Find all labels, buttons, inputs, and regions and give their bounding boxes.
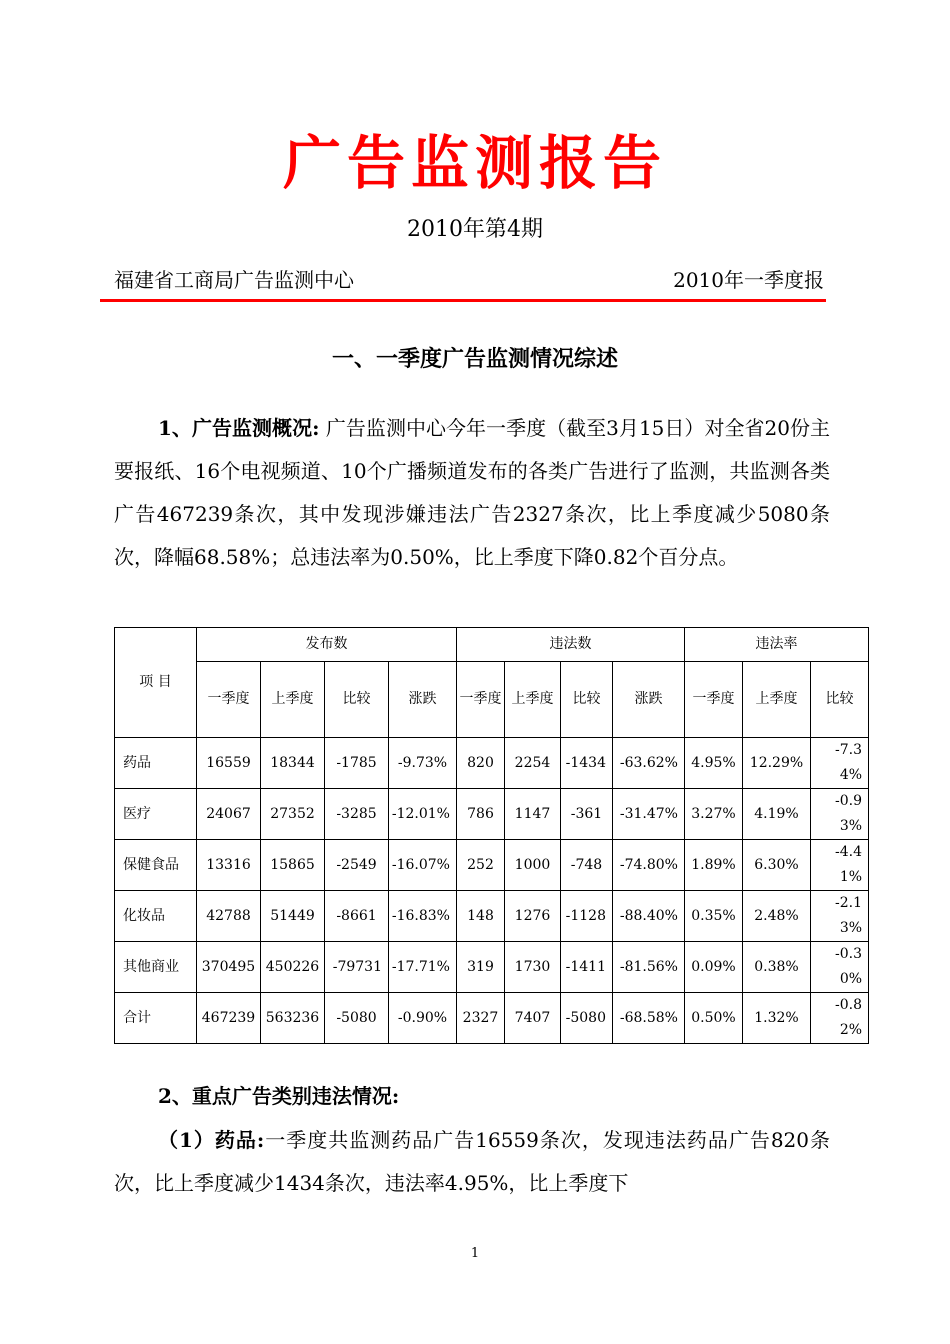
table-cell: -2549 — [325, 840, 389, 891]
subheader: 上季度 — [261, 662, 325, 738]
row-name: 化妆品 — [115, 891, 197, 942]
table-row — [115, 738, 869, 789]
table-row — [115, 942, 869, 993]
table-cell: -3285 — [325, 789, 389, 840]
subheader: 涨跌 — [389, 662, 457, 738]
organization-name: 福建省工商局广告监测中心 — [114, 268, 354, 292]
table-cell: 1.32% — [743, 993, 811, 1044]
table-header-row — [115, 628, 869, 662]
table-cell: 319 — [457, 942, 505, 993]
table-cell: 2327 — [457, 993, 505, 1044]
table-cell: 1276 — [505, 891, 561, 942]
table-cell: 820 — [457, 738, 505, 789]
table-row — [115, 891, 869, 942]
subsection-heading: 2、重点广告类别违法情况: — [158, 1084, 400, 1108]
table-cell: -0.93% — [811, 789, 869, 840]
section-heading: 一、一季度广告监测情况综述 — [331, 346, 618, 372]
table-cell: 18344 — [261, 738, 325, 789]
table-row — [115, 840, 869, 891]
row-name: 药品 — [115, 738, 197, 789]
table-cell: 42788 — [197, 891, 261, 942]
report-header — [114, 264, 824, 296]
table-cell: 1000 — [505, 840, 561, 891]
table-cell: -9.73% — [389, 738, 457, 789]
table-cell: 450226 — [261, 942, 325, 993]
table-cell: -748 — [561, 840, 613, 891]
table-cell: 12.29% — [743, 738, 811, 789]
report-title: 广告监测报告 — [282, 129, 667, 197]
overview-text: 广告监测中心今年一季度（截至3月15日）对全省20份主要报纸、16个电视频道、10个广播频道发布的各类广告进行了监测，共监测各类广告467239条次，其中发现涉嫌违法广告2327条次，比上季度减少5080条次，降幅68.58%；总违法率为0.50%，比上季度下降0.82个百分点。 — [114, 416, 831, 569]
table-cell: 51449 — [261, 891, 325, 942]
table-cell: 786 — [457, 789, 505, 840]
table-cell: -1785 — [325, 738, 389, 789]
table-cell: 4.95% — [685, 738, 743, 789]
table-cell: -1128 — [561, 891, 613, 942]
table-cell: 13316 — [197, 840, 261, 891]
table-cell: 2.48% — [743, 891, 811, 942]
table-cell: 2254 — [505, 738, 561, 789]
table-cell: 0.38% — [743, 942, 811, 993]
table-cell: -8661 — [325, 891, 389, 942]
table-cell: -1434 — [561, 738, 613, 789]
table-cell: 27352 — [261, 789, 325, 840]
subheader: 比较 — [561, 662, 613, 738]
table-cell: 1147 — [505, 789, 561, 840]
table-cell: -31.47% — [613, 789, 685, 840]
drug-lead: （1）药品: — [158, 1128, 265, 1152]
table-cell: 467239 — [197, 993, 261, 1044]
report-period: 2010年一季度报 — [673, 268, 824, 292]
table-cell: -361 — [561, 789, 613, 840]
subheader: 上季度 — [743, 662, 811, 738]
table-subheader-row — [115, 662, 869, 738]
table-cell: -79731 — [325, 942, 389, 993]
drug-text: 一季度共监测药品广告16559条次，发现违法药品广告820条次，比上季度减少1434条次，违法率4.95%，比上季度下 — [114, 1128, 830, 1195]
table-cell: 15865 — [261, 840, 325, 891]
table-cell: 563236 — [261, 993, 325, 1044]
table-cell: 24067 — [197, 789, 261, 840]
subheader: 上季度 — [505, 662, 561, 738]
table-cell: -16.07% — [389, 840, 457, 891]
table-cell: -4.41% — [811, 840, 869, 891]
row-name: 合计 — [115, 993, 197, 1044]
table-cell: 0.09% — [685, 942, 743, 993]
subheader: 一季度 — [685, 662, 743, 738]
table-cell: 252 — [457, 840, 505, 891]
table-cell: -0.82% — [811, 993, 869, 1044]
table-cell: -17.71% — [389, 942, 457, 993]
table-cell: 7407 — [505, 993, 561, 1044]
table-cell: 0.35% — [685, 891, 743, 942]
table-cell: -74.80% — [613, 840, 685, 891]
table-cell: -68.58% — [613, 993, 685, 1044]
header-divider — [100, 299, 826, 302]
published-header: 发布数 — [197, 628, 457, 662]
table-cell: 0.50% — [685, 993, 743, 1044]
table-cell: 148 — [457, 891, 505, 942]
table-cell: 6.30% — [743, 840, 811, 891]
table-row — [115, 789, 869, 840]
table-row-total — [115, 993, 869, 1044]
table-cell: -16.83% — [389, 891, 457, 942]
subheader: 一季度 — [197, 662, 261, 738]
overview-paragraph — [114, 407, 830, 579]
subheader: 比较 — [811, 662, 869, 738]
drug-paragraph — [114, 1119, 830, 1205]
page-number: 1 — [470, 1246, 480, 1261]
table-cell: -0.90% — [389, 993, 457, 1044]
table-cell: -1411 — [561, 942, 613, 993]
table-cell: 4.19% — [743, 789, 811, 840]
table-cell: 370495 — [197, 942, 261, 993]
table-cell: -5080 — [325, 993, 389, 1044]
overview-lead: 1、广告监测概况: — [158, 416, 320, 440]
subheader: 涨跌 — [613, 662, 685, 738]
issue-number: 2010年第4期 — [407, 217, 543, 242]
row-name: 其他商业 — [115, 942, 197, 993]
table-cell: -63.62% — [613, 738, 685, 789]
table-cell: -12.01% — [389, 789, 457, 840]
rate-header: 违法率 — [685, 628, 869, 662]
table-cell: -88.40% — [613, 891, 685, 942]
table-cell: -2.13% — [811, 891, 869, 942]
table-cell: -0.30% — [811, 942, 869, 993]
table-cell: 1730 — [505, 942, 561, 993]
subheader: 一季度 — [457, 662, 505, 738]
table-cell: -81.56% — [613, 942, 685, 993]
monitoring-stats-table — [114, 627, 869, 1044]
item-header: 项 目 — [115, 628, 197, 738]
subheader: 比较 — [325, 662, 389, 738]
table-cell: -5080 — [561, 993, 613, 1044]
table-cell: 16559 — [197, 738, 261, 789]
violations-header: 违法数 — [457, 628, 685, 662]
table-cell: 1.89% — [685, 840, 743, 891]
row-name: 保健食品 — [115, 840, 197, 891]
table-cell: 3.27% — [685, 789, 743, 840]
row-name: 医疗 — [115, 789, 197, 840]
table-cell: -7.34% — [811, 738, 869, 789]
